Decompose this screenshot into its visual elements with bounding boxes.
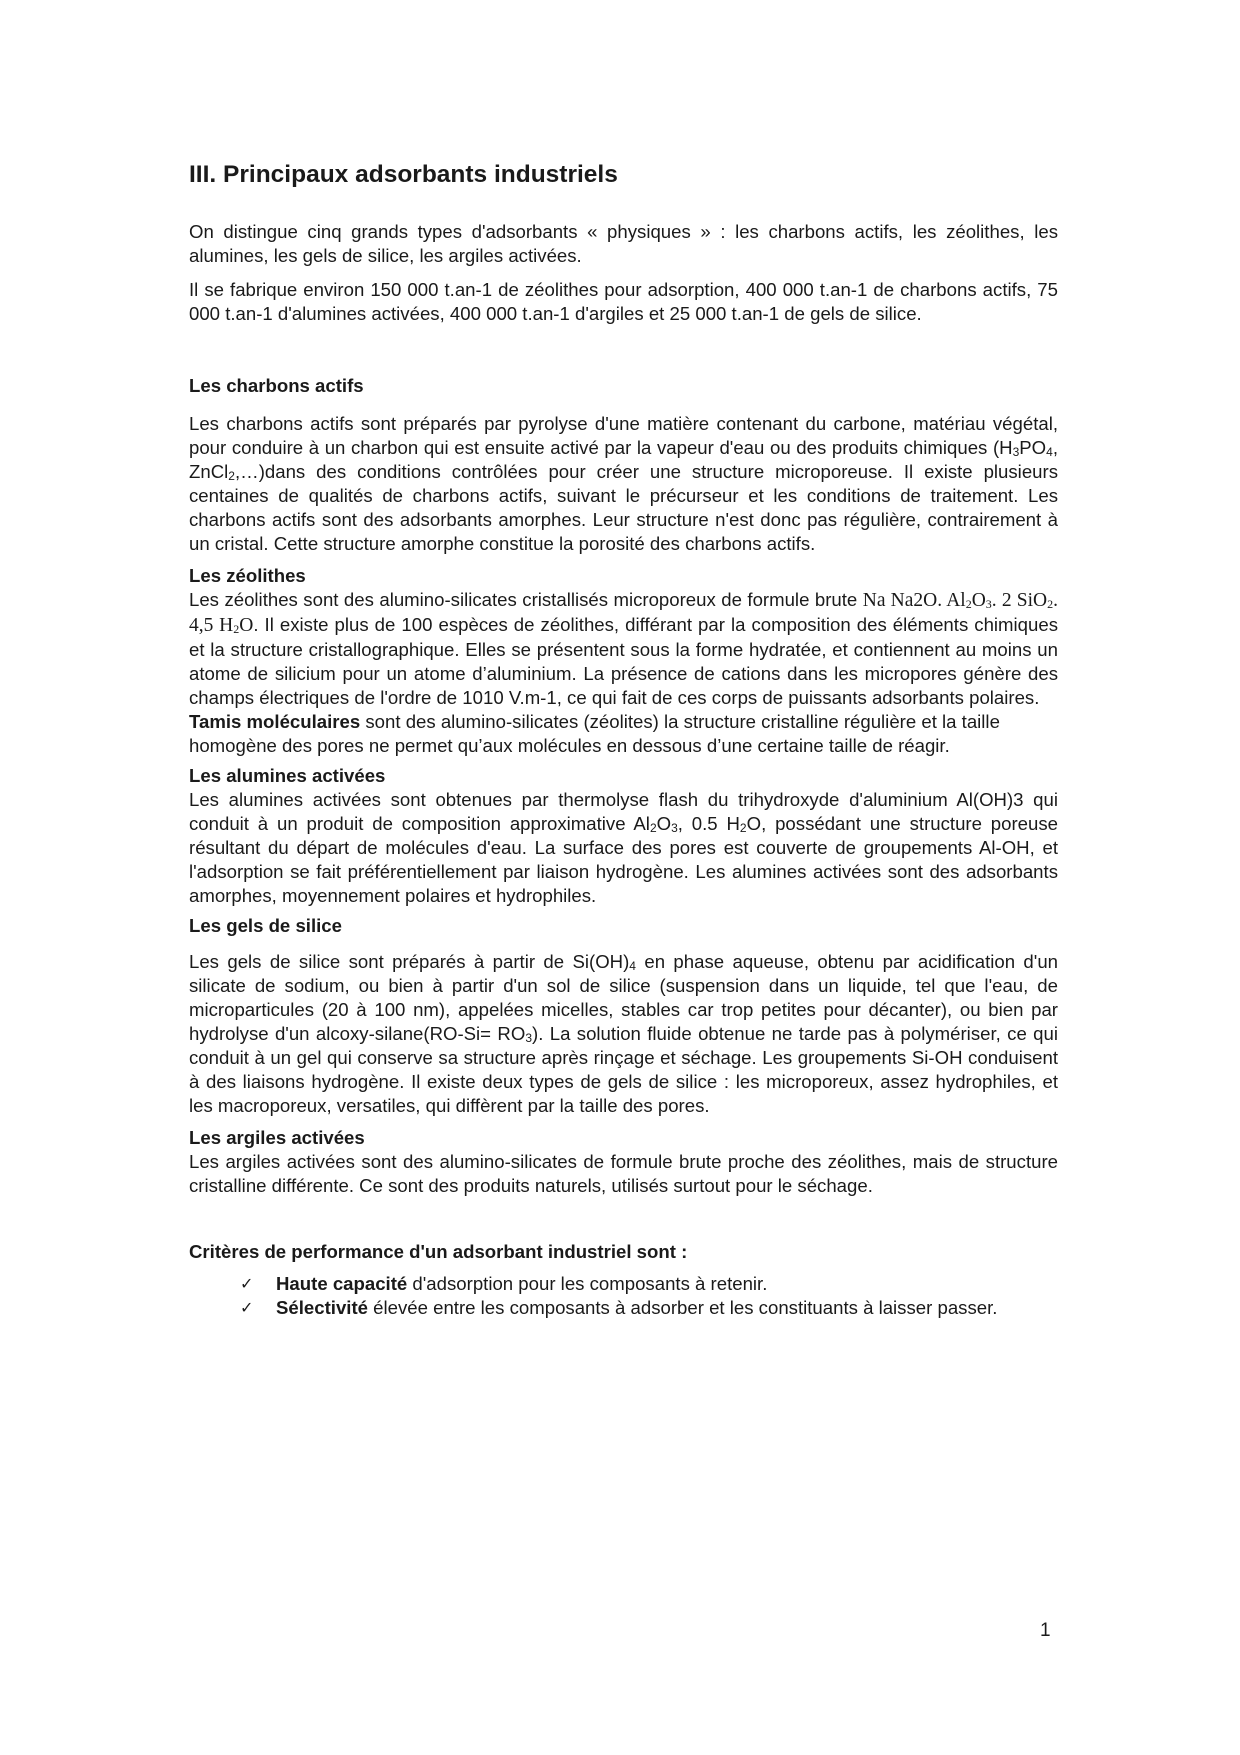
gels-paragraph: Les gels de silice sont préparés à partir de $Si(OH)_4$ en phase aqueuse, obtenu par acidification d'un silicate de sodium, ou bien à partir d'un sol de silice (suspension dans un liquide, tel que l'eau, de microparticules (20 à 100 nm), appelées micelles, stables car trop petites pour décanter), ou bien par hydrolyse d'un alcoxy-silane(RO-Si= $RO_3$). La solution fluide obtenue ne tarde pas à polymériser, ce qui conduit à un gel qui conserve sa structure après rinçage et séchage. Les groupements Si-OH conduisent à des liaisons hydrogène. Il existe deux types de gels de silice : les microporeux, assez hydrophiles, et les macroporeux, versatiles, qui diffèrent par la taille des pores. <box>189 951 1058 1116</box>
section-heading-alumines: Les alumines activées <box>189 765 386 786</box>
argiles-paragraph: Les argiles activées sont des alumino-silicates de formule brute proche des zéolithes, mais de structure cristalline différente. Ce sont des produits naturels, utilisés surtout pour le séchage. <box>189 1151 1058 1196</box>
checkmark-icon: ✓ <box>240 1274 254 1293</box>
page-number: 1 <box>1040 1620 1051 1641</box>
document-page <box>189 158 1058 1320</box>
intro-paragraph-1: On distingue cinq grands types d'adsorbants « physiques » : les charbons actifs, les zéolithes, les alumines, les gels de silice, les argiles activées. <box>189 221 1058 266</box>
section-heading-zeolithes: Les zéolithes <box>189 565 306 586</box>
charbons-paragraph: Les charbons actifs sont préparés par pyrolyse d'une matière contenant du carbone, matériau végétal, pour conduire à un charbon qui est ensuite activé par la vapeur d'eau ou des produits chimiques ($H_3PO_4$, ZnCl$_2$,…)dans des conditions contrôlées pour créer une structure microporeuse. Il existe plusieurs centaines de qualités de charbons actifs, suivant le précurseur et les conditions de traitement. Les charbons actifs sont des adsorbants amorphes. Leur structure n'est donc pas régulière, contrairement à un cristal. Cette structure amorphe constitue la porosité des charbons actifs. <box>189 413 1058 554</box>
section-heading-argiles: Les argiles activées <box>189 1127 365 1148</box>
list-item: ✓ Sélectivité élevée entre les composants à adsorber et les constituants à laisser passer. <box>240 1297 998 1318</box>
alumines-paragraph: Les alumines activées sont obtenues par thermolyse flash du trihydroxyde d'aluminium Al(OH)3 qui conduit à un produit de composition approximative $Al_2O_3$, 0.5 $H_2O$, possédant une structure poreuse résultant du départ de molécules d'eau. La surface des pores est couverte de groupements Al-OH, et l'adsorption se fait préférentiellement par liaison hydrogène. Les alumines activées sont des adsorbants amorphes, moyennement polaires et hydrophiles. <box>189 789 1058 906</box>
section-heading-charbons: Les charbons actifs <box>189 375 364 396</box>
zeolithes-paragraph: Les zéolithes sont des alumino-silicates cristallisés microporeux de formule brute Na Na2O. $Al_2O_3$. 2 SiO$_2$. 4,5 $H_2O$. Il existe plus de 100 espèces de zéolithes, différant par la composition des éléments chimiques et la structure cristallographique. Elles se présentent sous la forme hydratée, et contiennent au moins un atome de silicium pour un atome d’aluminium. La présence de cations dans les micropores génère des champs électriques de l'ordre de 1010 V.m-1, ce qui fait de ces corps de puissants adsorbants polaires. <box>189 589 1058 708</box>
section-heading-gels: Les gels de silice <box>189 915 342 936</box>
page-title: III. Principaux adsorbants industriels <box>189 161 618 188</box>
intro-paragraph-2: Il se fabrique environ 150 000 t.an-1 de zéolithes pour adsorption, 400 000 t.an-1 de charbons actifs, 75 000 t.an-1 d'alumines activées, 400 000 t.an-1 d'argiles et 25 000 t.an-1 de gels de silice. <box>189 279 1058 324</box>
section-heading-criteres: Critères de performance d'un adsorbant industriel sont : <box>189 1241 688 1262</box>
criteria-list <box>189 1272 1058 1320</box>
tamis-paragraph: Tamis moléculaires sont des alumino-silicates (zéolites) la structure cristalline régulière et la taille homogène des pores ne permet qu’aux molécules en dessous d’une certaine taille de réagir. <box>189 711 1000 756</box>
checkmark-icon: ✓ <box>240 1298 254 1317</box>
zeolithe-formula: Na Na2O. $Al_2O_3$. 2 SiO$_2$. 4,5 $H_2O$ <box>189 590 1058 636</box>
list-item: ✓ Haute capacité d'adsorption pour les composants à retenir. <box>240 1273 768 1294</box>
